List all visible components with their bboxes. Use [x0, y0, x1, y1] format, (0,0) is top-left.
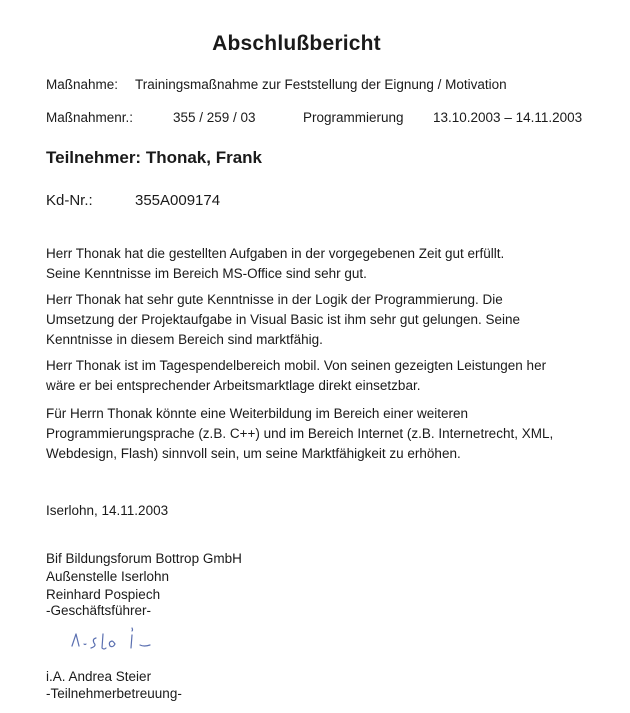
customer-number-value: 355A009174 [135, 192, 221, 209]
measure-label: Maßnahme: [46, 77, 119, 92]
paragraph-line: Herr Thonak ist im Tagespendelbereich mobil. Von seinen gezeigten Leistungen her [46, 358, 547, 373]
measure-subject: Programmierung [303, 110, 404, 125]
participant-name: Teilnehmer: Thonak, Frank [46, 148, 263, 167]
paragraph-3 [46, 356, 621, 396]
handwritten-signature [66, 622, 176, 656]
measure-number-value: 355 / 259 / 03 [173, 110, 256, 125]
issuer-branch: Außenstelle Iserlohn [46, 569, 170, 584]
issuer-person: Reinhard Pospiech [46, 587, 161, 602]
paragraph-line: Kenntnisse in diesem Bereich sind marktfähig. [46, 332, 323, 347]
document-title: Abschlußbericht [212, 32, 381, 55]
paragraph-line: Seine Kenntnisse im Bereich MS-Office sind sehr gut. [46, 266, 367, 281]
paragraph-line: Umsetzung der Projektaufgabe in Visual Basic ist ihm sehr gut gelungen. Seine [46, 312, 521, 327]
place-date: Iserlohn, 14.11.2003 [46, 503, 169, 518]
paragraph-1 [46, 244, 621, 284]
measure-number-label: Maßnahmenr.: [46, 110, 134, 125]
paragraph-line: Programmierungsprache (z.B. C++) und im Bereich Internet (z.B. Internetrecht, XML, [46, 426, 554, 441]
paragraph-4 [46, 404, 621, 464]
paragraph-line: Webdesign, Flash) sinnvoll sein, um seine Marktfähigkeit zu erhöhen. [46, 446, 461, 461]
issuer-organization: Bif Bildungsforum Bottrop GmbH [46, 551, 242, 566]
measure-value: Trainingsmaßnahme zur Feststellung der Eignung / Motivation [135, 77, 507, 92]
paragraph-line: Herr Thonak hat die gestellten Aufgaben in der vorgegebenen Zeit gut erfüllt. [46, 246, 505, 261]
paragraph-2 [46, 290, 621, 350]
signatory-role: -Teilnehmerbetreuung- [46, 686, 182, 701]
signatory-name: i.A. Andrea Steier [46, 669, 152, 684]
paragraph-line: wäre er bei entsprechender Arbeitsmarktlage direkt einsetzbar. [46, 378, 421, 393]
customer-number-label: Kd-Nr.: [46, 192, 93, 209]
paragraph-line: Für Herrn Thonak könnte eine Weiterbildung im Bereich einer weiteren [46, 406, 468, 421]
measure-period: 13.10.2003 – 14.11.2003 [433, 110, 583, 125]
paragraph-line: Herr Thonak hat sehr gute Kenntnisse in der Logik der Programmierung. Die [46, 292, 503, 307]
issuer-role: -Geschäftsführer- [46, 603, 152, 618]
